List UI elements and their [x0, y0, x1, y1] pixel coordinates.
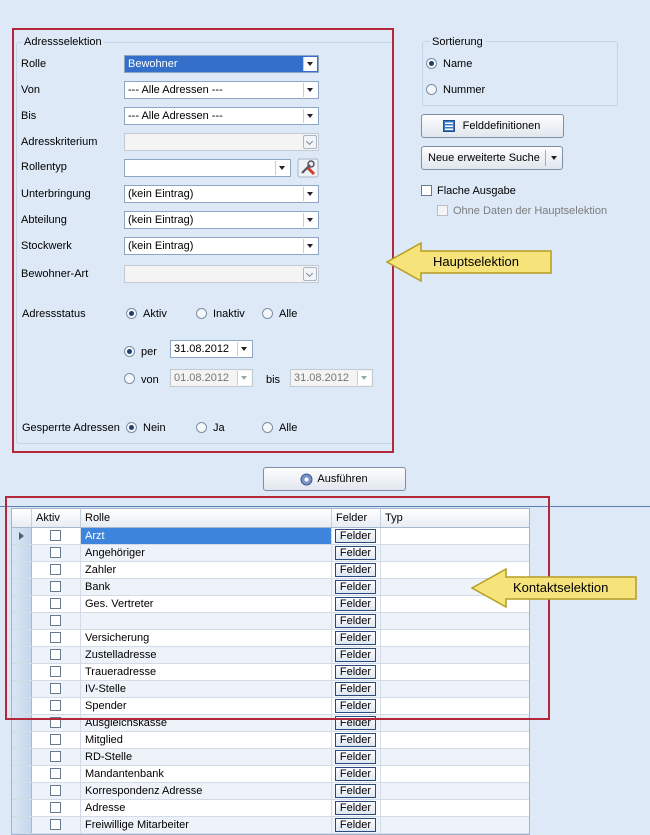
rolle-cell[interactable]: Arzt [81, 528, 332, 544]
abteilung-value: (kein Eintrag) [128, 214, 194, 226]
header-rolle[interactable]: Rolle [81, 509, 332, 527]
felder-button[interactable]: Felder [335, 648, 376, 662]
aktiv-checkbox[interactable] [50, 768, 61, 779]
felder-cell [332, 817, 381, 833]
typ-cell [381, 817, 529, 833]
rolle-cell[interactable]: Traueradresse [81, 664, 332, 680]
aktiv-cell [32, 766, 81, 782]
table-row[interactable] [12, 800, 529, 817]
typ-cell [381, 783, 529, 799]
row-header[interactable] [12, 732, 32, 748]
rolle-cell[interactable]: Ausgleichskasse [81, 715, 332, 731]
sort-nummer-radio[interactable] [426, 84, 437, 95]
bis-value: --- Alle Adressen --- [128, 110, 223, 122]
gesperrt-nein-label: Nein [143, 422, 166, 434]
sortierung-title: Sortierung [432, 36, 483, 48]
felder-button[interactable]: Felder [335, 614, 376, 628]
aktiv-checkbox[interactable] [50, 785, 61, 796]
adressselektion-title: Adressselektion [24, 36, 102, 48]
sort-name-radio[interactable] [426, 58, 437, 69]
table-row[interactable] [12, 749, 529, 766]
aktiv-cell [32, 749, 81, 765]
ohne-daten-checkbox[interactable] [437, 205, 448, 216]
ausfuehren-label: Ausführen [317, 473, 368, 485]
rolle-cell[interactable]: RD-Stelle [81, 749, 332, 765]
flache-ausgabe-label: Flache Ausgabe [437, 185, 516, 197]
typ-cell [381, 800, 529, 816]
rolle-cell[interactable]: Ges. Vertreter [81, 596, 332, 612]
aktiv-cell [32, 817, 81, 833]
row-header[interactable] [12, 783, 32, 799]
von-range-label: von [141, 374, 159, 386]
flache-ausgabe-checkbox[interactable] [421, 185, 432, 196]
felder-button[interactable]: Felder [335, 818, 376, 832]
aktiv-cell [32, 800, 81, 816]
split-divider [545, 150, 546, 166]
typ-cell [381, 766, 529, 782]
gesperrt-ja-label: Ja [213, 422, 225, 434]
felder-button[interactable]: Felder [335, 665, 376, 679]
rolle-cell[interactable]: Zahler [81, 562, 332, 578]
hauptselektion-highlight [12, 28, 394, 453]
table-row[interactable] [12, 732, 529, 749]
rolle-cell[interactable]: Korrespondenz Adresse [81, 783, 332, 799]
per-label: per [141, 346, 157, 358]
table-row[interactable] [12, 766, 529, 783]
felder-button[interactable]: Felder [335, 682, 376, 696]
felder-cell [332, 732, 381, 748]
bis-label: Bis [21, 110, 37, 122]
stockwerk-label: Stockwerk [21, 240, 72, 252]
felder-cell [332, 783, 381, 799]
rolle-cell[interactable]: Bank [81, 579, 332, 595]
felder-cell [332, 800, 381, 816]
bis-range-label: bis [266, 374, 281, 386]
table-row[interactable] [12, 783, 529, 800]
row-header[interactable] [12, 749, 32, 765]
status-inaktiv-label: Inaktiv [213, 308, 245, 320]
sort-nummer-label: Nummer [443, 84, 486, 96]
felder-button[interactable]: Felder [335, 529, 376, 543]
typ-cell [381, 749, 529, 765]
felder-button[interactable]: Felder [335, 716, 376, 730]
rolle-label: Rolle [21, 58, 47, 70]
felder-cell [332, 766, 381, 782]
neue-suche-button[interactable] [421, 146, 563, 170]
aktiv-checkbox[interactable] [50, 751, 61, 762]
neue-suche-label: Neue erweiterte Suche [428, 152, 540, 164]
sort-name-label: Name [443, 58, 473, 70]
rollentyp-label: Rollentyp [21, 161, 67, 173]
rolle-cell[interactable]: Versicherung [81, 630, 332, 646]
von-date-value: 01.08.2012 [174, 372, 230, 384]
bis-date-value: 31.08.2012 [294, 372, 350, 384]
header-felder[interactable]: Felder [332, 509, 381, 527]
von-value: --- Alle Adressen --- [128, 84, 223, 96]
rolle-value: Bewohner [128, 58, 178, 70]
kontaktselektion-highlight [5, 496, 550, 720]
ohne-daten-label: Ohne Daten der Hauptselektion [453, 205, 608, 217]
unterbringung-label: Unterbringung [21, 188, 91, 200]
felddefinitionen-button[interactable] [421, 114, 564, 138]
rolle-cell[interactable]: IV-Stelle [81, 681, 332, 697]
gesperrt-alle-label: Alle [279, 422, 298, 434]
felder-button[interactable]: Felder [335, 784, 376, 798]
rolle-cell[interactable]: Spender [81, 698, 332, 714]
gear-icon [300, 473, 313, 486]
kontaktselektion-callout-label: Kontaktselektion [513, 580, 609, 595]
felder-button[interactable]: Felder [335, 733, 376, 747]
aktiv-checkbox[interactable] [50, 802, 61, 813]
table-row[interactable] [12, 817, 529, 834]
sortierung-group [422, 41, 618, 106]
aktiv-cell [32, 783, 81, 799]
header-aktiv[interactable]: Aktiv [32, 509, 81, 527]
gesperrt-label: Gesperrte Adressen [22, 422, 120, 434]
row-header[interactable] [12, 817, 32, 833]
abteilung-label: Abteilung [21, 214, 67, 226]
felder-button[interactable]: Felder [335, 580, 376, 594]
unterbringung-value: (kein Eintrag) [128, 188, 194, 200]
felder-button[interactable]: Felder [335, 563, 376, 577]
adresskriterium-label: Adresskriterium [21, 136, 98, 148]
header-typ[interactable]: Typ [385, 512, 403, 524]
aktiv-checkbox[interactable] [50, 734, 61, 745]
felder-cell [332, 749, 381, 765]
hauptselektion-callout-label: Hauptselektion [433, 254, 519, 269]
aktiv-cell [32, 732, 81, 748]
rolle-cell[interactable]: Angehöriger [81, 545, 332, 561]
status-aktiv-label: Aktiv [143, 308, 167, 320]
felder-button[interactable]: Felder [335, 597, 376, 611]
rolle-cell[interactable]: Freiwillige Mitarbeiter [81, 817, 332, 833]
felder-button[interactable]: Felder [335, 801, 376, 815]
field-definitions-icon [443, 120, 455, 132]
row-header[interactable] [12, 766, 32, 782]
felder-button[interactable]: Felder [335, 767, 376, 781]
von-label: Von [21, 84, 40, 96]
per-date-value: 31.08.2012 [174, 343, 230, 355]
felder-button[interactable]: Felder [335, 631, 376, 645]
felder-button[interactable]: Felder [335, 546, 376, 560]
ausfuehren-button[interactable] [263, 467, 406, 491]
aktiv-checkbox[interactable] [50, 819, 61, 830]
felddefinitionen-label: Felddefinitionen [462, 120, 541, 132]
adressstatus-label: Adressstatus [22, 308, 86, 320]
chevron-down-icon[interactable] [551, 156, 557, 160]
rolle-cell[interactable]: Mandantenbank [81, 766, 332, 782]
stockwerk-value: (kein Eintrag) [128, 240, 194, 252]
rolle-cell[interactable]: Zustelladresse [81, 647, 332, 663]
row-header[interactable] [12, 800, 32, 816]
rolle-cell[interactable]: Adresse [81, 800, 332, 816]
felder-button[interactable]: Felder [335, 750, 376, 764]
status-alle-label: Alle [279, 308, 298, 320]
felder-button[interactable]: Felder [335, 699, 376, 713]
typ-cell [381, 732, 529, 748]
bewohnerart-label: Bewohner-Art [21, 268, 89, 280]
rolle-cell[interactable]: Mitglied [81, 732, 332, 748]
